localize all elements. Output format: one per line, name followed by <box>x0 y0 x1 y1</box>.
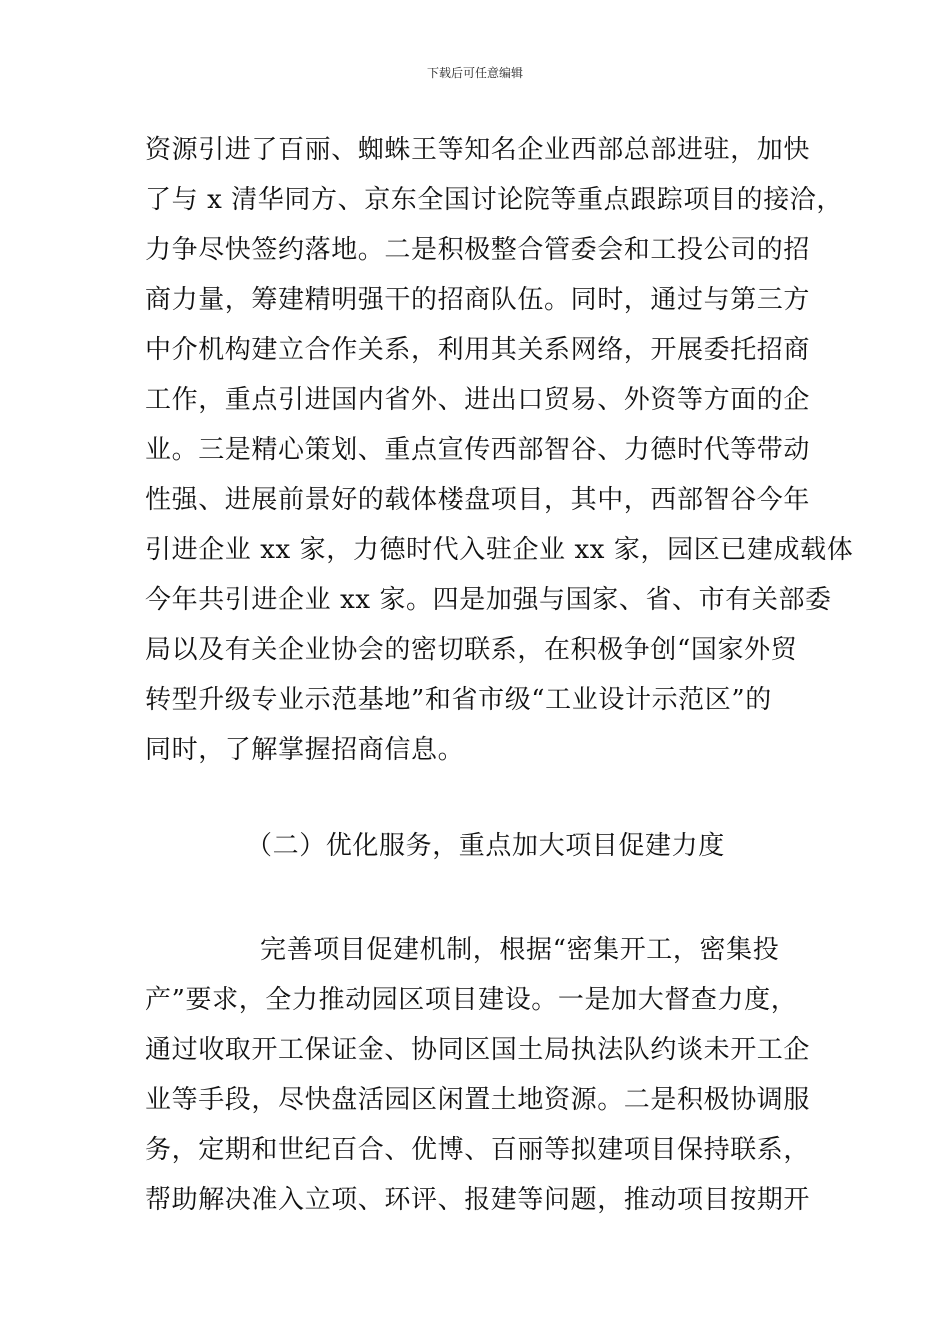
paragraph-line: 局以及有关企业协会的密切联系，在积极争创“国家外贸 <box>145 635 798 665</box>
paragraph-line: 性强、进展前景好的载体楼盘项目，其中，西部智谷今年 <box>145 485 811 515</box>
paragraph-line: 中介机构建立合作关系，利用其关系网络，开展委托招商 <box>145 335 811 365</box>
paragraph-line: 工作，重点引进国内省外、进出口贸易、外资等方面的企 <box>145 385 811 415</box>
page-header: 下载后可任意编辑 <box>426 66 523 80</box>
paragraph-line: 通过收取开工保证金、协同区国土局执法队约谈未开工企 <box>145 1035 811 1065</box>
paragraph-line: 帮助解决准入立项、环评、报建等问题，推动项目按期开 <box>145 1185 811 1215</box>
paragraph-line: 完善项目促建机制，根据“密集开工，密集投 <box>260 935 780 965</box>
paragraph-line: 了与 x 清华同方、京东全国讨论院等重点跟踪项目的接洽， <box>145 185 843 215</box>
paragraph-line: 业。三是精心策划、重点宣传西部智谷、力德时代等带动 <box>145 435 811 465</box>
paragraph-line: 转型升级专业示范基地”和省市级“工业设计示范区”的 <box>145 685 772 715</box>
paragraph-line: 商力量，筹建精明强干的招商队伍。同时，通过与第三方 <box>145 285 811 315</box>
paragraph-line: 业等手段，尽快盘活园区闲置土地资源。二是积极协调服 <box>145 1085 811 1115</box>
section-heading: （二）优化服务，重点加大项目促建力度 <box>246 831 725 861</box>
paragraph-line: 力争尽快签约落地。二是积极整合管委会和工投公司的招 <box>145 235 811 265</box>
paragraph-line: 资源引进了百丽、蜘蛛王等知名企业西部总部进驻，加快 <box>145 135 811 165</box>
paragraph-line: 今年共引进企业 xx 家。四是加强与国家、省、市有关部委 <box>145 585 832 615</box>
paragraph-line: 同时，了解掌握招商信息。 <box>145 735 465 765</box>
paragraph-line: 产”要求，全力推动园区项目建设。一是加大督查力度， <box>145 985 798 1015</box>
paragraph-line: 引进企业 xx 家，力德时代入驻企业 xx 家，园区已建成载体 <box>145 535 854 565</box>
paragraph-line: 务，定期和世纪百合、优博、百丽等拟建项目保持联系， <box>145 1135 811 1165</box>
